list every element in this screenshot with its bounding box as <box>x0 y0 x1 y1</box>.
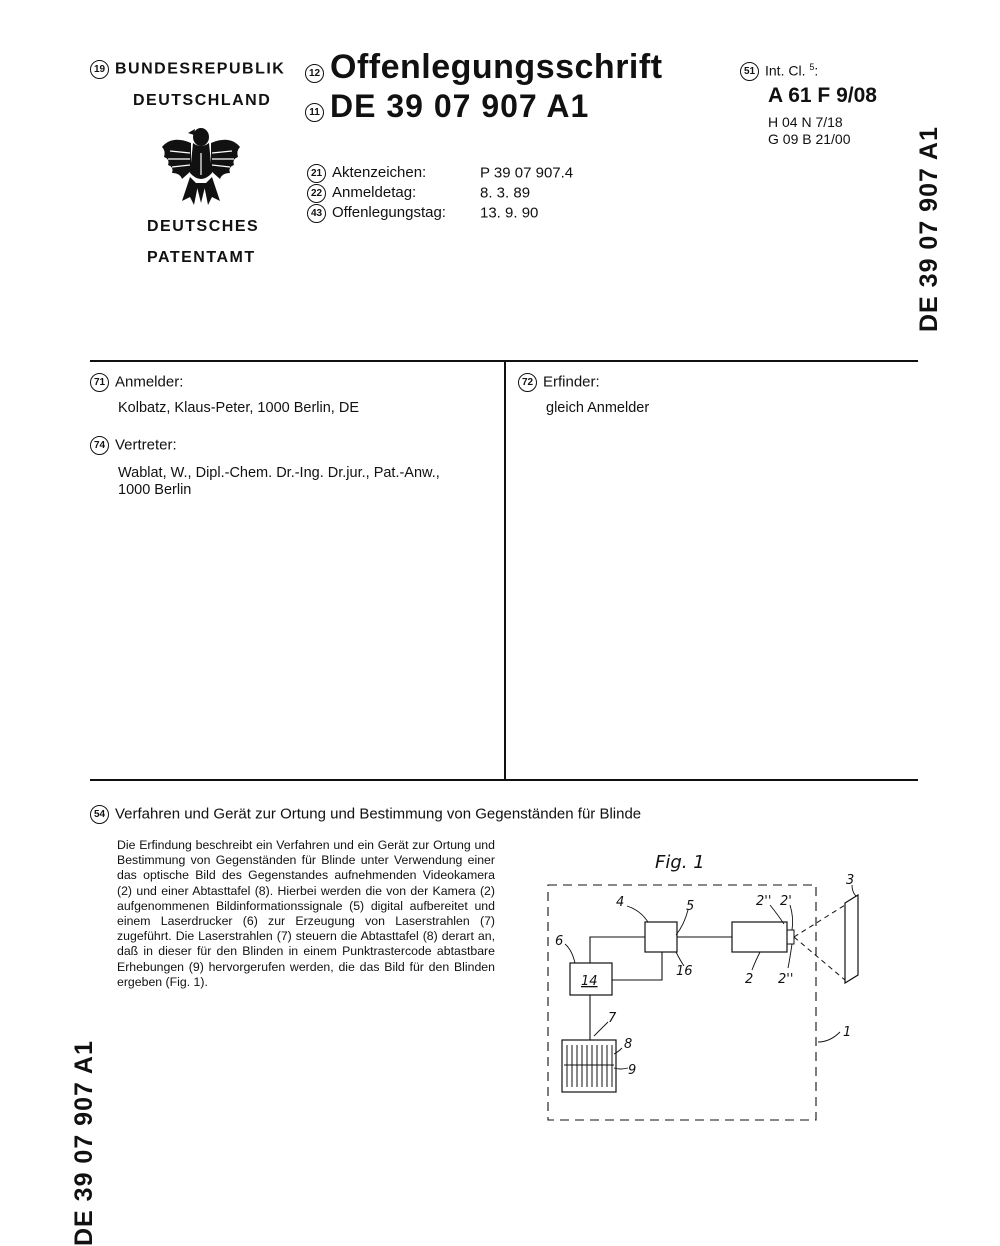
inid-code-71: 71 <box>90 373 109 392</box>
applicant-heading <box>90 373 183 392</box>
filing-data <box>307 164 597 224</box>
int-cl-label: Int. Cl. <box>765 62 806 79</box>
camera-2 <box>732 922 787 952</box>
office-name-2: PATENTAMT <box>147 249 256 266</box>
inid-code-51: 51 <box>740 62 759 81</box>
label-6: 6 <box>555 934 564 949</box>
representative-label: Vertreter: <box>115 436 177 454</box>
label-3: 3 <box>846 873 855 888</box>
filing-row-aktenzeichen <box>307 164 597 184</box>
filing-value: 8. 3. 89 <box>480 184 531 202</box>
abstract-text: Die Erfindung beschreibt ein Verfahren und ein Gerät zur Ortung und Bestimmung von Gegenständen für Blinde unter Verwendung einer das optische Bild des Gegenstandes aufnehmenden Videokamera (2) und einer Abtasttafel (8). Hierbei werden die von der Kamera (2) aufgenommenen Bildinformationssignale (5) digital aufbereitet und einem Laserdrucker (6) zur Erzeugung von Laserstrahlen (7) zugeführt. Die Laserstrahlen (7) steuern die Abtasttafel (8) derart an, daß in dieser für den Blinden in einem Punktrastercode abtastbare Erhebungen (9) hervorgerufen werden, die das Bild für den Blinden ergeben (Fig. 1). <box>117 838 495 989</box>
processor-box-4 <box>645 922 677 952</box>
applicant-value: Kolbatz, Klaus-Peter, 1000 Berlin, DE <box>118 400 359 416</box>
inid-code-19: 19 <box>90 60 109 79</box>
filing-value: P 39 07 907.4 <box>480 164 574 182</box>
figure-caption: Fig. 1 <box>655 852 705 873</box>
rule-vertical <box>504 360 506 780</box>
side-doc-number-bottom: DE 39 07 907 A1 <box>70 1040 98 1246</box>
country-name-2: DEUTSCHLAND <box>133 92 272 109</box>
filing-row-anmeldetag <box>307 184 597 204</box>
side-doc-number-top: DE 39 07 907 A1 <box>915 126 943 332</box>
label-16: 16 <box>676 964 693 979</box>
inid-code-21: 21 <box>307 164 326 183</box>
inventor-heading <box>518 373 600 392</box>
figure-1-diagram <box>540 840 870 1125</box>
label-2pp-top: 2'' <box>756 894 772 909</box>
country-line <box>90 60 285 79</box>
doc-type-line <box>305 48 663 87</box>
inid-code-43: 43 <box>307 204 326 223</box>
invention-title-text: Verfahren und Gerät zur Ortung und Bestimmung von Gegenständen für Blinde <box>115 805 642 823</box>
invention-title <box>90 805 641 824</box>
representative-heading <box>90 436 177 455</box>
label-4: 4 <box>616 895 625 910</box>
class-secondary-2: G 09 B 21/00 <box>768 131 851 147</box>
country-name-1: BUNDESREPUBLIK <box>115 60 286 78</box>
int-cl-edition: 5 <box>809 62 815 72</box>
inid-code-22: 22 <box>307 184 326 203</box>
label-2pp-bot: 2'' <box>778 972 794 987</box>
scanning-tablet-8 <box>562 1040 616 1092</box>
representative-line-1: Wablat, W., Dipl.-Chem. Dr.-Ing. Dr.jur., Pat.-Anw., <box>118 465 440 481</box>
label-9: 9 <box>628 1063 637 1078</box>
camera-lens-2p <box>787 930 794 944</box>
filing-label: Anmeldetag: <box>332 184 417 202</box>
rule-bottom <box>90 779 918 781</box>
filing-label: Aktenzeichen: <box>332 164 427 182</box>
office-name-1: DEUTSCHES <box>147 218 260 235</box>
label-2: 2 <box>745 972 754 987</box>
label-5: 5 <box>686 899 695 914</box>
object-3 <box>845 895 858 983</box>
int-cl-line <box>740 62 818 81</box>
inventor-label: Erfinder: <box>543 373 600 391</box>
class-main: A 61 F 9/08 <box>768 84 877 107</box>
doc-number-line <box>305 88 589 125</box>
federal-eagle-icon <box>160 123 242 209</box>
filing-label: Offenlegungstag: <box>332 204 446 222</box>
int-cl-colon: : <box>814 62 819 79</box>
label-7: 7 <box>608 1011 617 1026</box>
inid-code-74: 74 <box>90 436 109 455</box>
inid-code-72: 72 <box>518 373 537 392</box>
inid-code-54: 54 <box>90 805 109 824</box>
class-secondary-1: H 04 N 7/18 <box>768 114 843 130</box>
label-1: 1 <box>843 1025 852 1040</box>
view-lines <box>794 905 845 980</box>
doc-number: DE 39 07 907 A1 <box>330 88 590 124</box>
filing-row-offenlegungstag <box>307 204 597 224</box>
tablet-raised-dots-9 <box>564 1045 614 1087</box>
inventor-value: gleich Anmelder <box>546 400 650 416</box>
representative-line-2: 1000 Berlin <box>118 482 192 498</box>
leader-lines <box>565 885 856 1069</box>
device-enclosure-1 <box>548 885 816 1120</box>
filing-value: 13. 9. 90 <box>480 204 539 222</box>
label-14: 14 <box>581 974 598 989</box>
inid-code-12: 12 <box>305 64 324 83</box>
doc-type: Offenlegungsschrift <box>330 48 663 86</box>
label-2p: 2' <box>780 894 792 909</box>
applicant-label: Anmelder: <box>115 373 184 391</box>
label-8: 8 <box>624 1037 633 1052</box>
inid-code-11: 11 <box>305 103 324 122</box>
